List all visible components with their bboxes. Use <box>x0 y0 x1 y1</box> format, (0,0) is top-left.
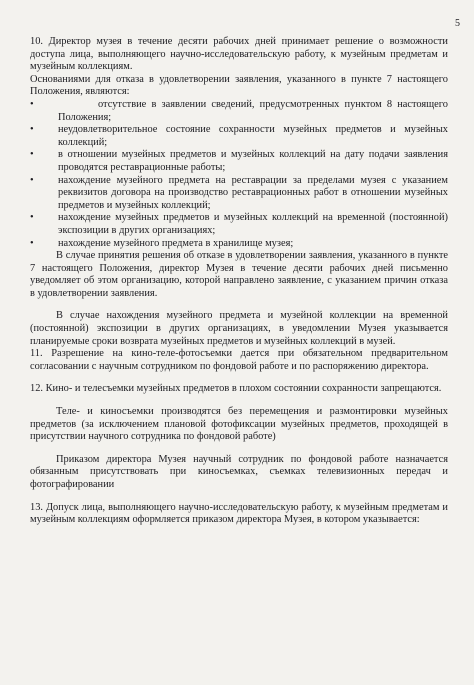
bullet-icon: • <box>30 174 34 186</box>
bullet-item <box>30 124 448 149</box>
paragraph-13: 13. Допуск лица, выполняющего научно-исследовательскую работу, к музейным предметам и музейным коллекциям оформляется приказом директора Музея, в котором указывается: <box>30 501 448 526</box>
bullet-item <box>30 99 448 124</box>
bullet-icon: • <box>30 149 34 161</box>
refusal-grounds-heading: Основаниями для отказа в удовлетворении заявления, указанного в пункте 7 настоящего Положения, являются: <box>30 73 448 98</box>
bullet-icon: • <box>30 124 34 136</box>
bullet-text: нахождение музейных предметов и музейных коллекций на временной (постоянной) экспозиции в других организациях; <box>58 212 448 236</box>
refusal-paragraph: В случае принятия решения об отказе в удовлетворении заявления, указанного в пункте 7 настоящего Положения, директор Музея в течение десяти рабочих дней письменно уведомляет об этом организацию, которой направлено заявление, с указанием причин отказа в удовлетворении заявления. <box>30 250 448 299</box>
exposition-paragraph: В случае нахождения музейного предмета и музейной коллекции на временной (постоянной) экспозиции в других организациях, в уведомлении Музея указывается планируемые сроки возврата музейных предметов и музейных коллекций в музей. <box>30 310 448 347</box>
paragraph-11: 11. Разрешение на кино-теле-фотосъемки дается при обязательном предварительном согласовании с научным сотрудником по фондовой работе и по распоряжению директора. <box>30 348 448 372</box>
page-number: 5 <box>455 18 460 29</box>
bullet-text: в отношении музейных предметов и музейных коллекций на дату подачи заявления проводятся реставрационные работы; <box>58 149 448 173</box>
bullet-text: неудовлетворительное состояние сохранности музейных предметов и музейных коллекций; <box>58 124 448 148</box>
bullet-text: отсутствие в заявлении сведений, предусмотренных пунктом 8 настоящего Положения; <box>58 98 448 123</box>
bullet-item <box>30 149 448 174</box>
bullet-item <box>30 238 448 251</box>
bullet-icon: • <box>30 98 34 110</box>
order-paragraph: Приказом директора Музея научный сотрудник по фондовой работе назначается обязанным присутствовать при киносъемках, съемках телевизионных передач и фотографировании <box>30 453 448 490</box>
paragraph-10: 10. Директор музея в течение десяти рабочих дней принимает решение о возможности доступа лица, выполняющего научно-исследовательскую работу, к музейным предметам и музейным коллекциям. <box>30 36 448 73</box>
bullet-icon: • <box>30 212 34 224</box>
bullet-text: нахождение музейного предмета на реставрации за пределами музея с указанием реквизитов договора на производство реставрационных работ в отношении музейных предметов и музейных коллекций; <box>58 174 448 211</box>
bullet-item <box>30 175 448 213</box>
bullet-item <box>30 212 448 237</box>
bullet-text: нахождение музейного предмета в хранилище музея; <box>58 237 294 249</box>
bullet-icon: • <box>30 237 34 249</box>
paragraph-12: 12. Кино- и телесъемки музейных предметов в плохом состоянии сохранности запрещаются. <box>30 383 442 395</box>
tele-shooting-paragraph: Теле- и киносъемки производятся без перемещения и размонтировки музейных предметов (за исключением плановой фотофиксации музейных предметов, проходящей в присутствии научного сотрудника по фондовой работе) <box>30 406 448 443</box>
